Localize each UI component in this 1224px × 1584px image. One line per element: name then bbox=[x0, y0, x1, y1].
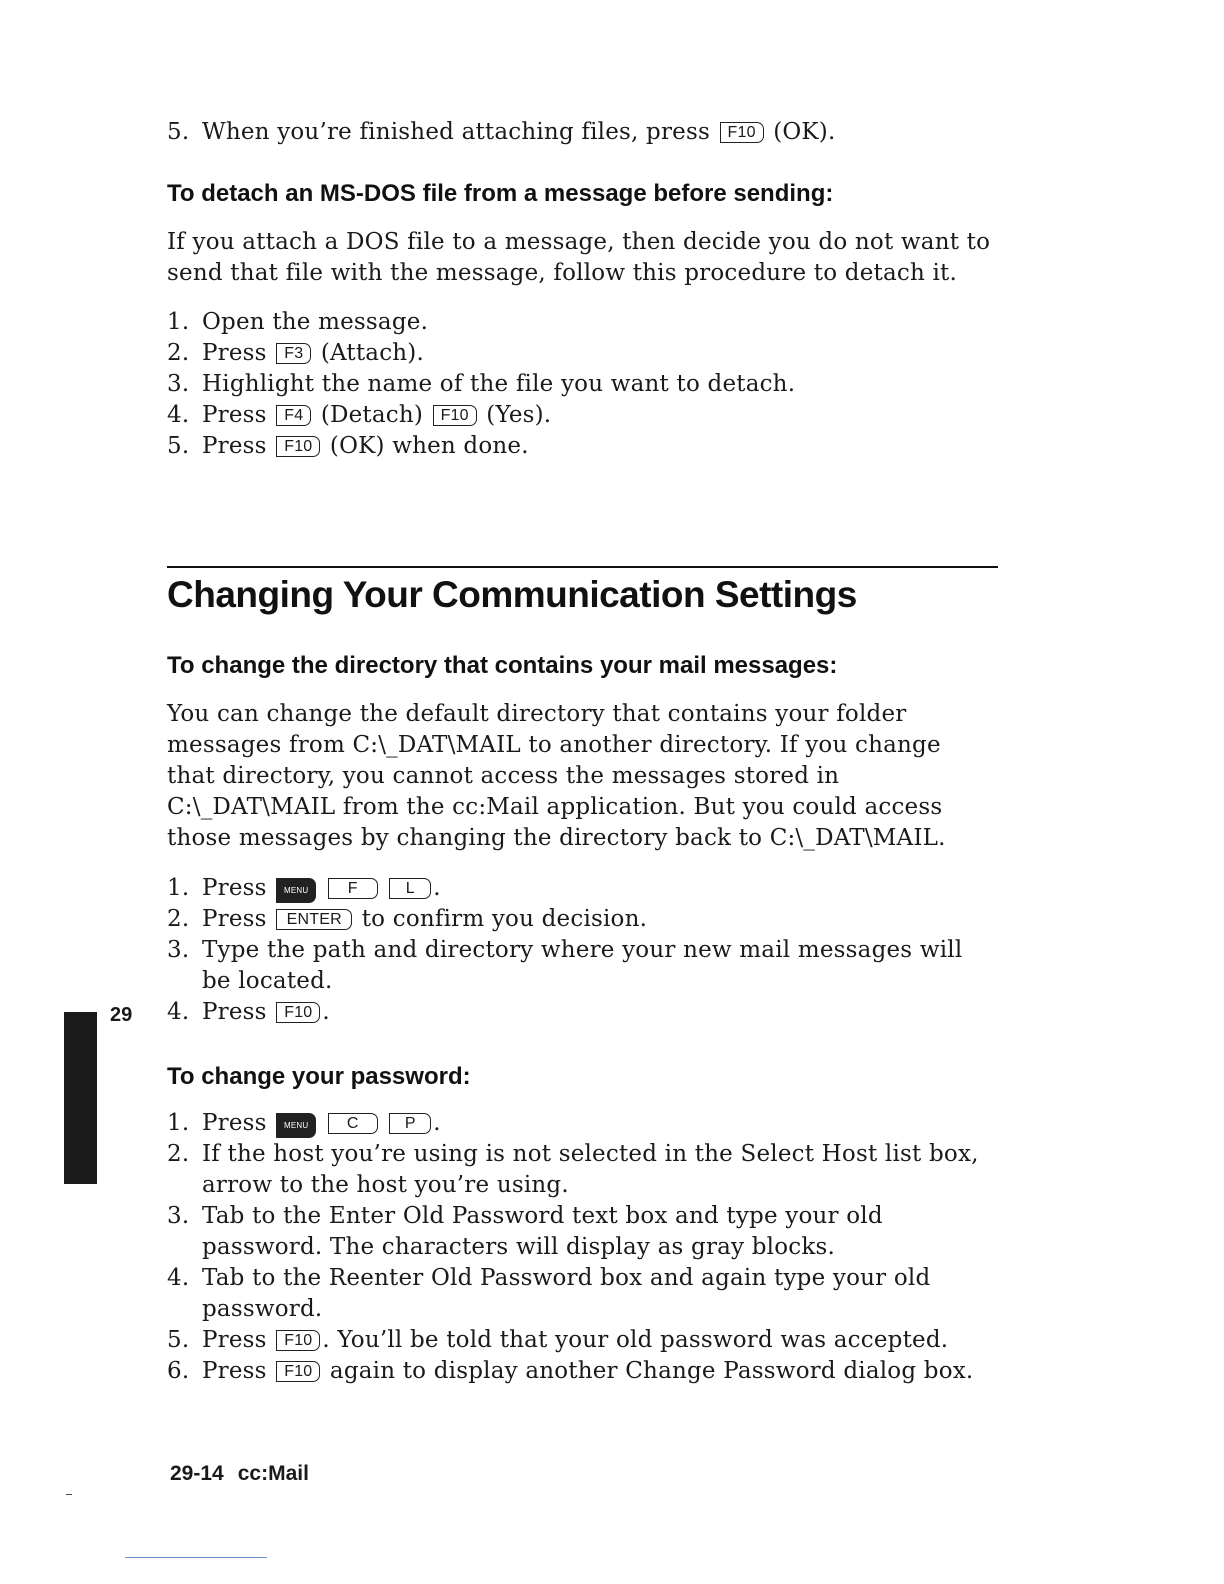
step-text: . You’ll be told that your old password was accepted. bbox=[322, 1327, 949, 1353]
f10-key: F10 bbox=[276, 436, 320, 457]
list-item bbox=[167, 904, 997, 935]
step-text: (OK) when done. bbox=[329, 433, 529, 459]
menu-key: MENU bbox=[276, 878, 316, 903]
attach-step-list bbox=[167, 117, 997, 148]
step-number: 2. bbox=[167, 340, 190, 366]
step-number: 5. bbox=[167, 1327, 190, 1353]
menu-key: MENU bbox=[276, 1113, 316, 1138]
step-text: Press bbox=[202, 433, 267, 459]
list-item bbox=[167, 1356, 997, 1387]
page-footer bbox=[170, 1462, 309, 1486]
section-title: Changing Your Communication Settings bbox=[167, 574, 857, 615]
step-number: 5. bbox=[167, 119, 190, 145]
p-key: P bbox=[389, 1113, 431, 1134]
step-text: . bbox=[433, 1110, 441, 1136]
step-text: Highlight the name of the file you want to detach. bbox=[202, 371, 796, 397]
step-number: 2. bbox=[167, 906, 190, 932]
f4-key: F4 bbox=[276, 405, 311, 426]
step-number: 3. bbox=[167, 937, 190, 963]
step-text: Press bbox=[202, 402, 267, 428]
list-item bbox=[167, 997, 997, 1028]
step-text: Press bbox=[202, 906, 267, 932]
list-item bbox=[167, 431, 997, 462]
enter-key: ENTER bbox=[276, 909, 352, 930]
step-number: 1. bbox=[167, 1110, 190, 1136]
footer-title: cc:Mail bbox=[237, 1462, 309, 1485]
list-item bbox=[167, 1325, 997, 1356]
l-key: L bbox=[389, 878, 431, 899]
step-number: 3. bbox=[167, 1203, 190, 1229]
step-number: 4. bbox=[167, 1265, 190, 1291]
step-text: Press bbox=[202, 1358, 267, 1384]
f10-key: F10 bbox=[276, 1002, 320, 1023]
step-text: again to display another Change Password dialog box. bbox=[329, 1358, 974, 1384]
step-text: Press bbox=[202, 1327, 267, 1353]
step-text: Open the message. bbox=[202, 309, 429, 335]
c-key: C bbox=[328, 1113, 378, 1134]
detach-step-list bbox=[167, 307, 997, 462]
section-divider bbox=[167, 566, 998, 568]
step-text: Press bbox=[202, 999, 267, 1025]
f-key: F bbox=[328, 878, 378, 899]
f3-key: F3 bbox=[276, 343, 311, 364]
chapter-tab bbox=[64, 1012, 97, 1184]
step-number: 3. bbox=[167, 371, 190, 397]
f10-key: F10 bbox=[276, 1330, 320, 1351]
step-number: 5. bbox=[167, 433, 190, 459]
list-item bbox=[167, 400, 997, 431]
password-heading: To change your password: bbox=[167, 1063, 471, 1090]
step-text: Tab to the Enter Old Password text box and type your old password. The characters will display as gray blocks. bbox=[202, 1203, 883, 1260]
step-text: (OK). bbox=[773, 119, 836, 145]
list-item bbox=[167, 1139, 997, 1201]
step-text: (Detach) bbox=[320, 402, 424, 428]
list-item bbox=[167, 1201, 997, 1263]
step-text: Press bbox=[202, 1110, 267, 1136]
list-item bbox=[167, 1108, 997, 1139]
list-item bbox=[167, 307, 997, 338]
directory-heading: To change the directory that contains your mail messages: bbox=[167, 652, 838, 679]
scan-mark bbox=[66, 1494, 72, 1495]
scan-line bbox=[125, 1557, 267, 1558]
f10-key: F10 bbox=[433, 405, 477, 426]
directory-intro: You can change the default directory that contains your folder messages from C:\_DAT\MAIL to another directory. If you change that directory, you cannot access the messages stored in C:\_DAT\MAIL from the cc:Mail application. But you could access those messages by changing the directory back to C:\_DAT\MAIL. bbox=[167, 701, 946, 851]
chapter-number: 29 bbox=[110, 1004, 133, 1026]
step-text: (Attach). bbox=[320, 340, 424, 366]
list-item bbox=[167, 935, 997, 997]
page-number: 29-14 bbox=[170, 1462, 224, 1485]
step-text: When you’re finished attaching files, press bbox=[202, 119, 710, 145]
step-number: 6. bbox=[167, 1358, 190, 1384]
step-text: . bbox=[322, 999, 330, 1025]
list-item bbox=[167, 117, 997, 148]
step-text: Tab to the Reenter Old Password box and again type your old password. bbox=[202, 1265, 931, 1322]
list-item bbox=[167, 1263, 997, 1325]
step-number: 2. bbox=[167, 1141, 190, 1167]
step-text: to confirm you decision. bbox=[361, 906, 648, 932]
list-item bbox=[167, 873, 997, 904]
detach-heading: To detach an MS-DOS file from a message before sending: bbox=[167, 180, 834, 207]
step-text: If the host you’re using is not selected in the Select Host list box, arrow to the host you’re using. bbox=[202, 1141, 979, 1198]
list-item bbox=[167, 369, 997, 400]
detach-intro: If you attach a DOS file to a message, then decide you do not want to send that file with the message, follow this procedure to detach it. bbox=[167, 229, 991, 286]
step-number: 4. bbox=[167, 402, 190, 428]
step-text: Press bbox=[202, 340, 267, 366]
list-item bbox=[167, 338, 997, 369]
step-number: 4. bbox=[167, 999, 190, 1025]
step-text: Type the path and directory where your new mail messages will be located. bbox=[202, 937, 963, 994]
directory-step-list bbox=[167, 873, 997, 1028]
step-number: 1. bbox=[167, 309, 190, 335]
password-step-list bbox=[167, 1108, 997, 1387]
step-text: (Yes). bbox=[486, 402, 552, 428]
step-text: . bbox=[433, 875, 441, 901]
step-number: 1. bbox=[167, 875, 190, 901]
f10-key: F10 bbox=[276, 1361, 320, 1382]
step-text: Press bbox=[202, 875, 267, 901]
f10-key: F10 bbox=[720, 122, 764, 143]
